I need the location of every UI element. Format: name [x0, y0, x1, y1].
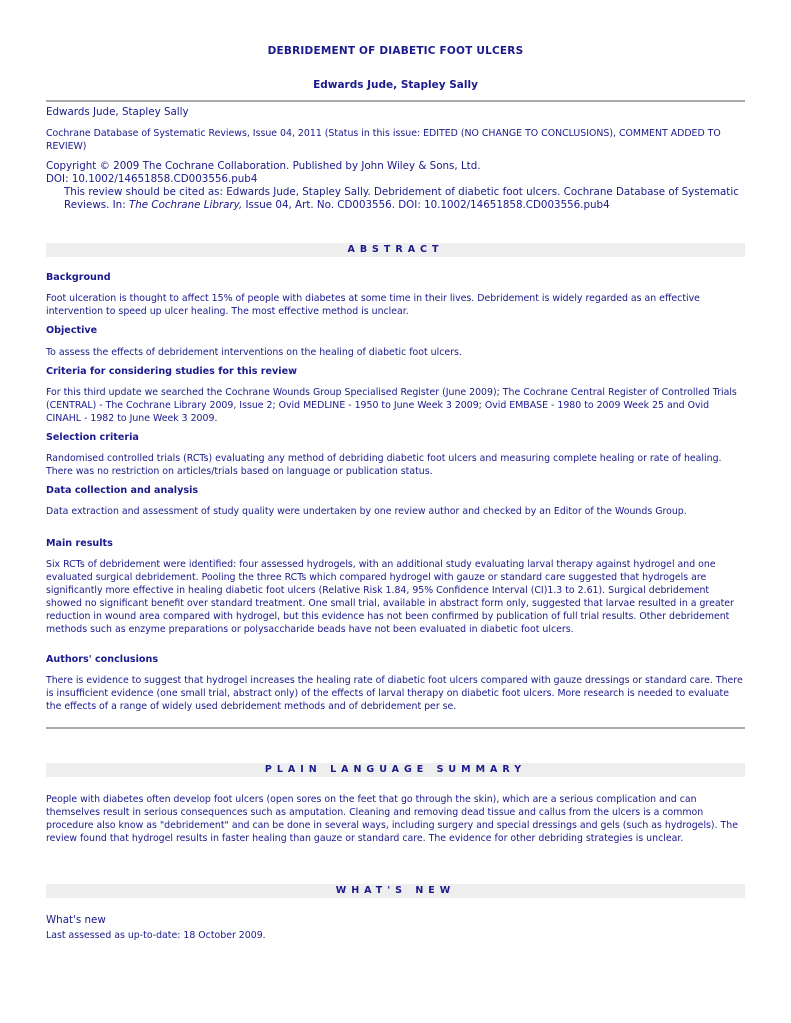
plain-language-band: PLAIN LANGUAGE SUMMARY: [46, 763, 745, 777]
results-heading: Main results: [46, 538, 113, 549]
abstract-band: ABSTRACT: [46, 243, 745, 257]
criteria-heading: Criteria for considering studies for this review: [46, 366, 297, 377]
divider: [46, 727, 745, 729]
objective-text: To assess the effects of debridement interventions on the healing of diabetic foot ulcers.: [46, 347, 462, 358]
results-text: Six RCTs of debridement were identified: four assessed hydrogels, with an additional study evaluating larval therapy against hydrogel and one evaluated surgical debridement. Pooling the three RCTs which compared hydrogel with gauze or standard care suggested that hydrogels are significantly more effective in healing diabetic foot ulcers (Relative Risk 1.84, 95% Confidence Interval (CI)1.3 to 2.61). Surgical debridement showed no significant benefit over standard treatment. One small trial, available in abstract form only, suggested that larvae resulted in a greater reduction in wound area compared with hydrogel, but this evidence has not been confirmed by publication of full trial results. Other debridement methods such as enzyme preparations or polysaccharide beads have not been evaluated in diabetic foot ulcers.: [46, 559, 734, 636]
citation-text: This review should be cited as: Edwards Jude, Stapley Sally. Debridement of diabetic foot ulcers. Cochrane Database of Systematic Reviews. In:: [64, 186, 739, 211]
divider: [46, 100, 745, 102]
background-heading: Background: [46, 272, 111, 283]
collection-heading: Data collection and analysis: [46, 485, 199, 496]
collection-text: Data extraction and assessment of study quality were undertaken by one review author and checked by an Editor of the Wounds Group.: [46, 506, 687, 517]
copyright-line: Copyright © 2009 The Cochrane Collaboration. Published by John Wiley & Sons, Ltd.: [46, 160, 481, 172]
selection-heading: Selection criteria: [46, 432, 139, 443]
doi-line: DOI: 10.1002/14651858.CD003556.pub4: [46, 173, 258, 185]
last-assessed: Last assessed as up-to-date: 18 October 2009.: [46, 930, 266, 941]
citation: [46, 186, 745, 212]
objective-heading: Objective: [46, 325, 98, 336]
citation-details: Issue 04, Art. No. CD003556. DOI: 10.1002/14651858.CD003556.pub4: [242, 199, 610, 211]
whats-new-label: What's new: [46, 914, 106, 926]
selection-text: Randomised controlled trials (RCTs) evaluating any method of debriding diabetic foot ulcers and measuring complete healing or rate of healing. There was no restriction on articles/trials based on language or publication status.: [46, 453, 722, 478]
conclusions-text: There is evidence to suggest that hydrogel increases the healing rate of diabetic foot ulcers compared with gauze dressings or standard care. There is insufficient evidence (one small trial, abstract only) of the effects of larval therapy on diabetic foot ulcers. More research is needed to evaluate the effects of a range of widely used debridement methods and of debridement per se.: [46, 675, 743, 713]
plain-language-text: People with diabetes often develop foot ulcers (open sores on the feet that go through the skin), which are a serious complication and can themselves result in serious consequences such as amputation. Cleaning and removing dead tissue and callus from the ulcers is a common procedure also know as "debridement" and can be done in several ways, including surgery and special dressings and gels (such as hydrogels). The review found that hydrogel results in faster healing than gauze or standard care. The evidence for other debriding strategies is unclear.: [46, 794, 738, 845]
source-line: Cochrane Database of Systematic Reviews, Issue 04, 2011 (Status in this issue: EDITED (NO CHANGE TO CONCLUSIONS), COMMENT ADDED TO REVIEW): [46, 128, 721, 152]
authors-heading: Edwards Jude, Stapley Sally: [313, 79, 478, 91]
page-title: DEBRIDEMENT OF DIABETIC FOOT ULCERS: [267, 45, 524, 57]
background-text: Foot ulceration is thought to affect 15% of people with diabetes at some time in their lives. Debridement is widely regarded as an effective intervention to speed up ulcer healing. The most effective method is unclear.: [46, 293, 700, 318]
whats-new-band: WHAT'S NEW: [46, 884, 745, 898]
citation-source: The Cochrane Library,: [128, 199, 243, 211]
conclusions-heading: Authors' conclusions: [46, 654, 159, 665]
authors-line: Edwards Jude, Stapley Sally: [46, 106, 189, 118]
criteria-text: For this third update we searched the Cochrane Wounds Group Specialised Register (June 2009); The Cochrane Central Register of Controlled Trials (CENTRAL) - The Cochrane Library 2009, Issue 2; Ovid MEDLINE - 1950 to June Week 3 2009; Ovid EMBASE - 1980 to 2009 Week 25 and Ovid CINAHL - 1982 to June Week 3 2009.: [46, 387, 737, 425]
